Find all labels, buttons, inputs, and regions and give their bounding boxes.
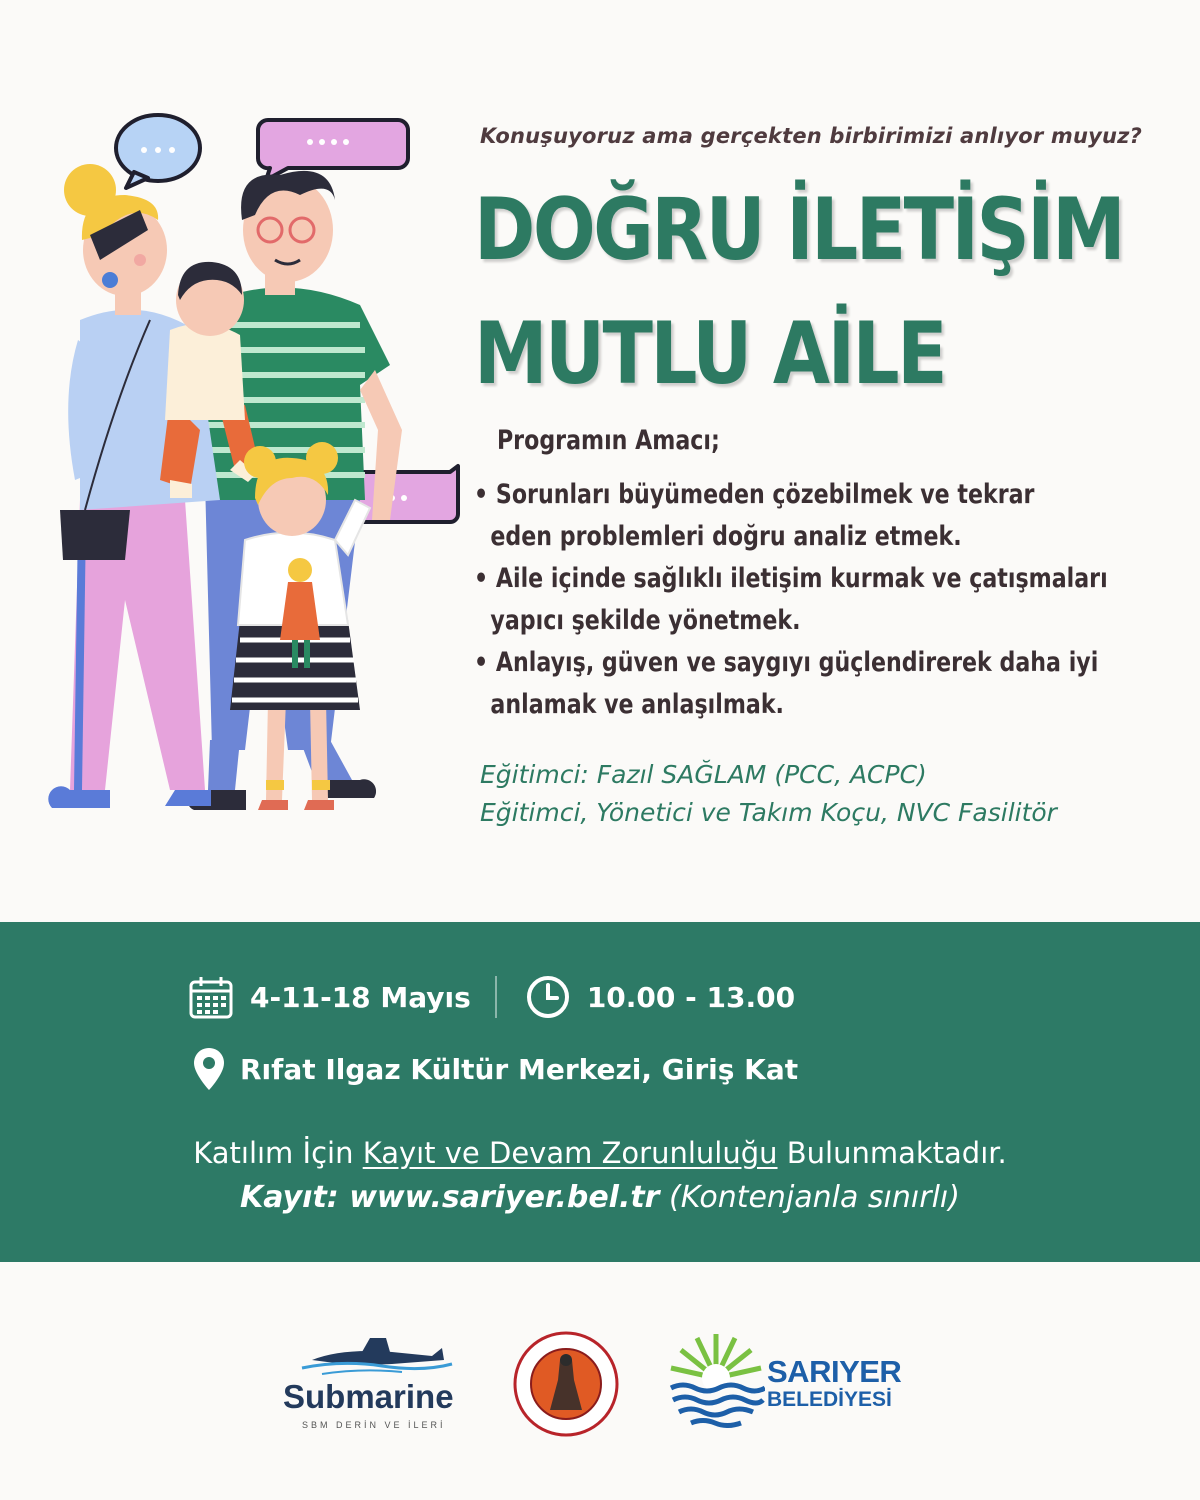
sponsor-logos [0,1320,1200,1450]
trainer-info [480,756,1057,832]
event-time: 10.00 - 13.00 [586,980,796,1014]
title-line-1: DOĞRU İLETİŞİM [474,180,1124,280]
notice-text: Bulunmaktadır. [786,1136,1007,1170]
submarine-logo-name: Submarine [283,1378,454,1415]
aim-item-line: • Sorunları büyümeden çözebilmek ve tekrar [474,479,1034,510]
notice-text: Katılım İçin [193,1136,354,1170]
sariyer-logo-line2: BELEDİYESİ [767,1388,892,1411]
aim-item [474,474,1108,558]
location-row [192,1046,798,1092]
participation-notice [0,1136,1200,1170]
aim-item-line: • Aile içinde sağlıklı iletişim kurmak ve çatışmaları [474,563,1108,594]
sariyer-logo-icon [667,1330,765,1428]
location-pin-icon [192,1046,226,1092]
speech-bubble-pink [258,120,408,180]
mother-figure [48,164,220,808]
aim-item-line: anlamak ve anlaşılmak. [490,689,784,720]
submarine-logo-tagline: SBM DERİN VE İLERİ [302,1420,446,1430]
clock-icon [525,974,571,1020]
aim-item-line: • Anlayış, güven ve saygıyı güçlendirerek daha iyi [474,647,1098,678]
tagline: Konuşuyoruz ama gerçekten birbirimizi anlıyor muyuz? [480,124,1142,148]
family-illustration [30,100,470,840]
trainer-name: Eğitimci: Fazıl SAĞLAM (PCC, ACPC) [480,760,927,789]
notice-emphasis: Kayıt ve Devam Zorunluluğu [362,1136,778,1170]
program-aim [474,425,1108,726]
aim-item-line: eden problemleri doğru analiz etmek. [490,521,962,552]
event-dates: 4-11-18 Mayıs [250,980,471,1014]
aim-item [474,558,1108,642]
aim-item [474,642,1108,726]
event-location: Rıfat Ilgaz Kültür Merkezi, Giriş Kat [240,1052,799,1086]
title-line-2: MUTLU AİLE [474,304,946,404]
trainer-roles: Eğitimci, Yönetici ve Takım Koçu, NVC Fasilitör [480,798,1057,827]
aim-item-line: yapıcı şekilde yönetmek. [490,605,801,636]
registration-link[interactable]: Kayıt: www.sariyer.bel.tr [240,1180,660,1215]
registration-info [0,1180,1200,1215]
calendar-icon [188,974,234,1020]
page-title [474,168,1123,416]
sariyer-logo-text [767,1356,901,1410]
registration-note: (Kontenjanla sınırlı) [669,1180,960,1215]
event-details-band [0,922,1200,1262]
aim-heading: Programın Amacı; [496,425,720,456]
divider [495,976,497,1018]
sariyer-logo-line1: SARIYER [767,1354,902,1389]
speech-bubble-blue [116,115,200,188]
tkb-seal-icon [512,1330,620,1438]
date-time-row [188,974,795,1020]
submarine-logo-icon [282,1330,464,1378]
